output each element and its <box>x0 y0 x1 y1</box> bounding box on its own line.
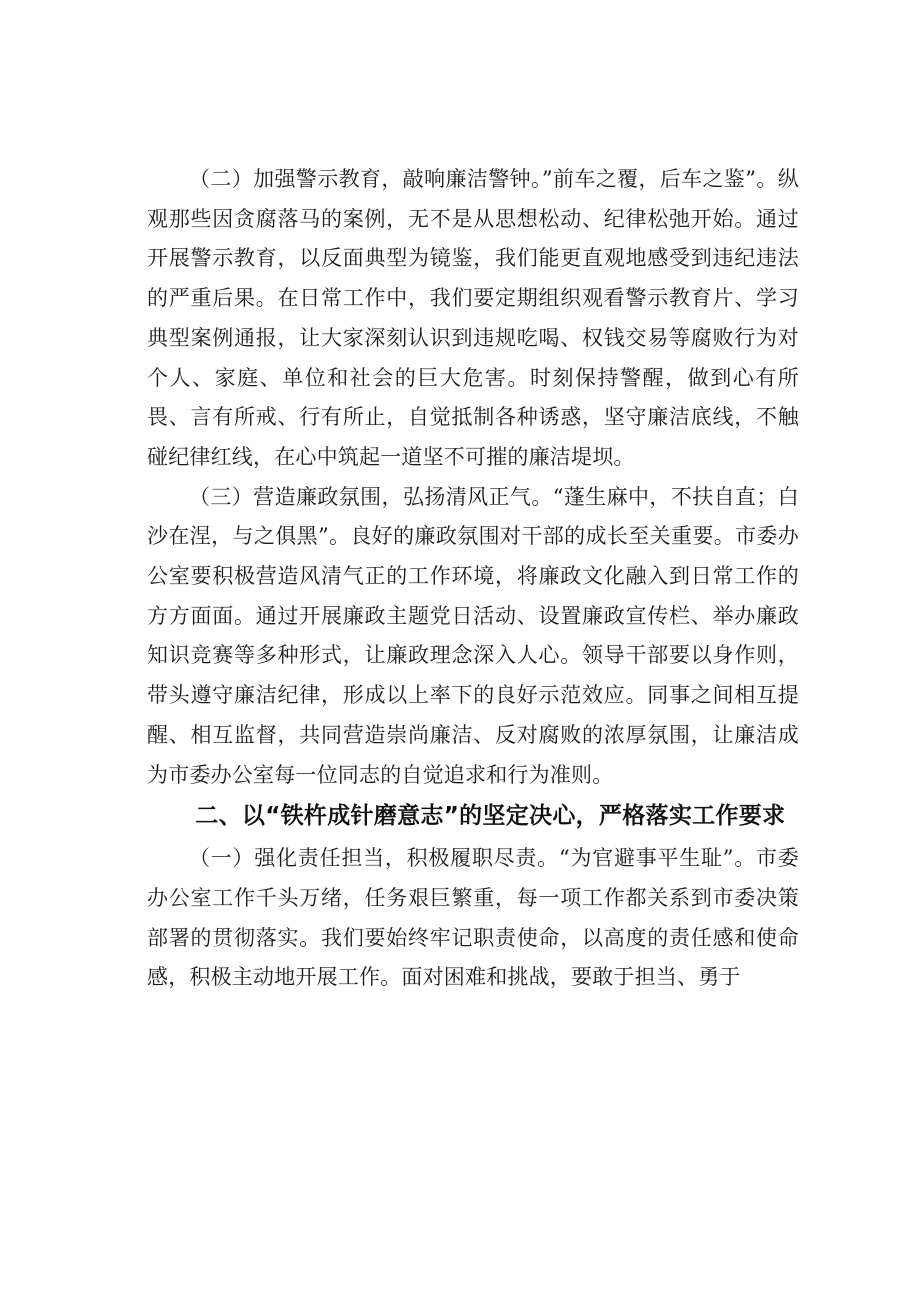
document-body <box>147 160 799 998</box>
paragraph-clean-atmosphere: （三）营造廉政氛围，弘扬清风正气。“蓬生麻中，不扶自直；白沙在涅，与之俱黑”。良好的廉政氛围对干部的成长至关重要。市委办公室要积极营造风清气正的工作环境，将廉政文化融入到日常工作的方方面面。通过开展廉政主题党日活动、设置廉政宣传栏、举办廉政知识竞赛等多种形式，让廉政理念深入人心。领导干部要以身作则，带头遵守廉洁纪律，形成以上率下的良好示范效应。同事之间相互提醒、相互监督，共同营造崇尚廉洁、反对腐败的浓厚氛围，让廉洁成为市委办公室每一位同志的自觉追求和行为准则。 <box>147 484 799 787</box>
paragraph-responsibility: （一）强化责任担当，积极履职尽责。“为官避事平生耻”。市委办公室工作千头万绪，任务艰巨繁重，每一项工作都关系到市委决策部署的贯彻落实。我们要始终牢记职责使命，以高度的责任感和使命感，积极主动地开展工作。面对困难和挑战，要敢于担当、勇于 <box>147 846 799 990</box>
section-heading-two: 二、以“铁杵成针磨意志”的坚定决心，严格落实工作要求 <box>195 803 786 830</box>
paragraph-warning-education: （二）加强警示教育，敲响廉洁警钟。”前车之覆，后车之鉴”。纵观那些因贪腐落马的案例，无不是从思想松动、纪律松弛开始。通过开展警示教育，以反面典型为镜鉴，我们能更直观地感受到违纪违法的严重后果。在日常工作中，我们要定期组织观看警示教育片、学习典型案例通报，让大家深刻认识到违规吃喝、权钱交易等腐败行为对个人、家庭、单位和社会的巨大危害。时刻保持警醒，做到心有所畏、言有所戒、行有所止，自觉抵制各种诱惑，坚守廉洁底线，不触碰纪律红线，在心中筑起一道坚不可摧的廉洁堤坝。 <box>147 167 799 469</box>
